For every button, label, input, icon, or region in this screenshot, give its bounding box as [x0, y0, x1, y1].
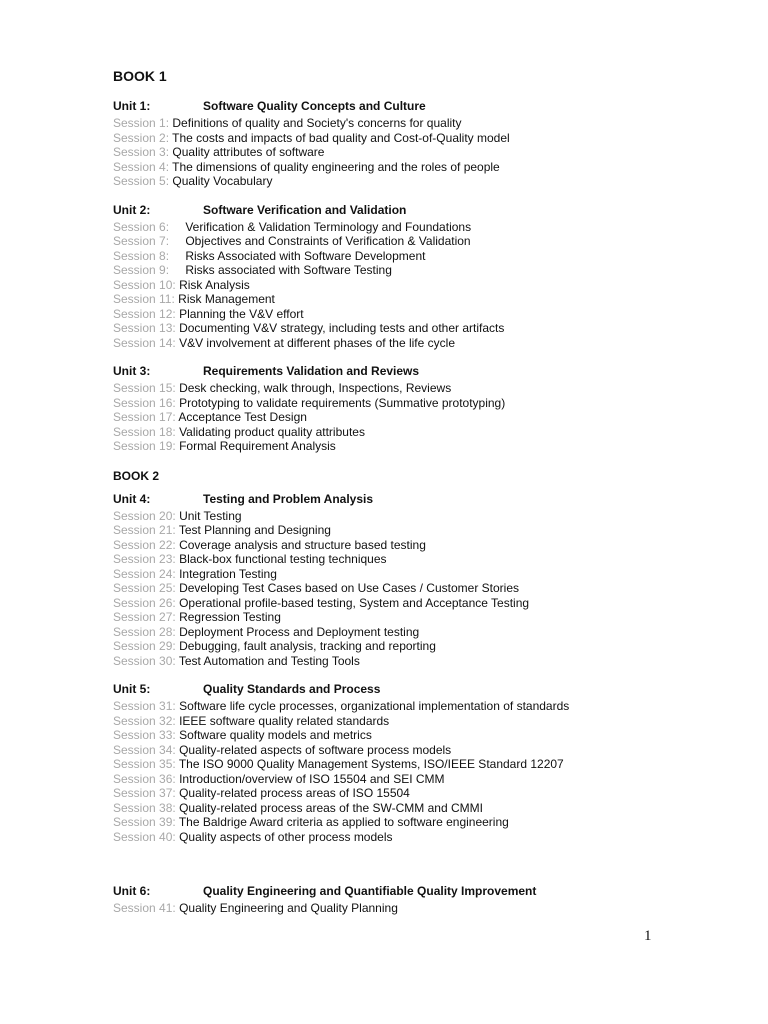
session-item [113, 131, 733, 146]
session-item [113, 321, 733, 336]
session-text: Test Planning and Designing [178, 523, 331, 537]
session-text: Quality Vocabulary [172, 174, 273, 188]
session-text: Risks associated with Software Testing [185, 263, 392, 277]
unit-label: Unit 4: [113, 491, 151, 506]
session-item [113, 439, 733, 454]
unit-heading [113, 364, 733, 379]
session-text: Integration Testing [179, 566, 277, 581]
session-label: Session 38: [113, 800, 176, 815]
session-text: Desk checking, walk through, Inspections, Reviews [179, 381, 452, 395]
session-label: Session 26: [113, 595, 176, 610]
session-label: Session 14: [113, 335, 176, 350]
session-label: Session 40: [113, 829, 176, 844]
session-item [113, 801, 733, 816]
session-label: Session 15: [113, 381, 176, 395]
unit-heading [113, 203, 733, 218]
session-text: Risk Analysis [179, 277, 250, 292]
session-text: V&V involvement at different phases of the life cycle [179, 335, 455, 350]
session-label: Session 41: [113, 901, 176, 915]
session-text: Regression Testing [179, 610, 281, 624]
session-text: Deployment Process and Deployment testing [179, 624, 420, 639]
unit-title: Requirements Validation and Reviews [203, 364, 420, 378]
session-text: The ISO 9000 Quality Management Systems, ISO/IEEE Standard 12207 [178, 757, 564, 771]
session-text: Debugging, fault analysis, tracking and reporting [179, 639, 436, 653]
session-label: Session 32: [113, 713, 176, 728]
session-label: Session 4: [113, 159, 170, 174]
book1-title: BOOK 1 [113, 68, 167, 84]
book2-title: BOOK 2 [113, 468, 160, 483]
session-label: Session 35: [113, 757, 176, 771]
session-item [113, 410, 733, 425]
session-item [113, 396, 733, 411]
unit-section [113, 364, 733, 454]
session-item [113, 654, 733, 669]
unit-title: Quality Standards and Process [203, 682, 381, 696]
session-text: The Baldrige Award criteria as applied to software engineering [178, 815, 509, 829]
session-label: Session 37: [113, 786, 176, 800]
session-item [113, 174, 733, 189]
session-label: Session 20: [113, 508, 176, 523]
session-label: Session 1: [113, 116, 170, 130]
session-text: Quality-related aspects of software process models [179, 742, 452, 757]
unit-section [113, 884, 733, 916]
session-item [113, 699, 733, 714]
session-item [113, 307, 733, 322]
session-label: Session 33: [113, 728, 176, 742]
session-label: Session 6: [113, 219, 170, 234]
session-item [113, 567, 733, 582]
unit-section [113, 492, 733, 669]
session-text: Quality-related process areas of ISO 15504 [179, 786, 410, 800]
unit-title: Software Quality Concepts and Culture [203, 99, 426, 113]
session-label: Session 13: [113, 321, 176, 335]
session-text: Objectives and Constraints of Verification & Validation [185, 234, 471, 248]
session-label: Session 11: [113, 292, 175, 306]
session-text: The costs and impacts of bad quality and Cost-of-Quality model [172, 130, 510, 145]
session-item [113, 234, 733, 249]
unit-title: Testing and Problem Analysis [203, 491, 374, 506]
session-text: Formal Requirement Analysis [179, 439, 336, 453]
session-item [113, 538, 733, 553]
session-text: Definitions of quality and Society's concerns for quality [172, 116, 462, 130]
session-text: Test Automation and Testing Tools [178, 653, 360, 668]
session-label: Session 34: [113, 742, 176, 757]
session-label: Session 25: [113, 581, 176, 595]
session-text: Software life cycle processes, organizational implementation of standards [179, 699, 570, 713]
document-page [113, 66, 733, 930]
session-item [113, 596, 733, 611]
session-item [113, 625, 733, 640]
session-label: Session 23: [113, 552, 176, 566]
session-item [113, 278, 733, 293]
unit-label: Unit 1: [113, 99, 151, 113]
session-text: Quality attributes of software [172, 145, 325, 159]
session-label: Session 24: [113, 566, 176, 581]
session-item [113, 581, 733, 596]
session-item [113, 292, 733, 307]
session-label: Session 5: [113, 174, 170, 188]
session-item [113, 901, 733, 916]
session-label: Session 10: [113, 277, 176, 292]
session-label: Session 31: [113, 699, 176, 713]
unit-heading [113, 884, 733, 899]
session-item [113, 610, 733, 625]
session-label: Session 30: [113, 653, 176, 668]
book2-units [113, 492, 733, 916]
session-item [113, 786, 733, 801]
unit-section [113, 203, 733, 351]
session-text: Quality Engineering and Quality Planning [179, 901, 398, 915]
session-label: Session 21: [113, 523, 176, 537]
session-label: Session 16: [113, 395, 176, 410]
session-text: Introduction/overview of ISO 15504 and SEI CMM [179, 771, 445, 786]
unit-label: Unit 6: [113, 884, 151, 898]
session-text: Documenting V&V strategy, including tests and other artifacts [179, 321, 505, 335]
session-label: Session 2: [113, 130, 170, 145]
session-item [113, 381, 733, 396]
session-label: Session 9: [113, 263, 170, 277]
session-text: Developing Test Cases based on Use Cases / Customer Stories [179, 581, 520, 595]
session-label: Session 8: [113, 248, 170, 263]
unit-title: Software Verification and Validation [203, 202, 407, 217]
session-text: Risks Associated with Software Development [185, 248, 426, 263]
session-item [113, 263, 733, 278]
session-text: Prototyping to validate requirements (Summative prototyping) [179, 395, 506, 410]
session-label: Session 18: [113, 424, 176, 439]
session-item [113, 160, 733, 175]
session-item [113, 772, 733, 787]
unit-title: Quality Engineering and Quantifiable Quality Improvement [203, 884, 537, 898]
session-text: Operational profile-based testing, System and Acceptance Testing [179, 595, 530, 610]
session-text: Unit Testing [179, 508, 242, 523]
session-text: IEEE software quality related standards [179, 713, 390, 728]
session-item [113, 757, 733, 772]
session-item [113, 714, 733, 729]
session-item [113, 249, 733, 264]
session-label: Session 3: [113, 145, 170, 159]
session-label: Session 27: [113, 610, 176, 624]
session-item [113, 425, 733, 440]
session-item [113, 830, 733, 845]
section-spacer [113, 858, 733, 884]
unit-section [113, 682, 733, 844]
session-item [113, 336, 733, 351]
session-label: Session 29: [113, 639, 176, 653]
session-text: Risk Management [178, 292, 275, 306]
session-item [113, 220, 733, 235]
session-label: Session 19: [113, 439, 176, 453]
session-text: Acceptance Test Design [178, 410, 307, 424]
session-text: Planning the V&V effort [179, 306, 304, 321]
session-text: Quality aspects of other process models [179, 829, 393, 844]
book1-units [113, 99, 733, 454]
session-text: Verification & Validation Terminology and Foundations [185, 219, 472, 234]
session-text: The dimensions of quality engineering and the roles of people [172, 159, 500, 174]
session-label: Session 28: [113, 624, 176, 639]
session-item [113, 509, 733, 524]
session-item [113, 145, 733, 160]
session-label: Session 7: [113, 234, 170, 248]
session-label: Session 36: [113, 771, 176, 786]
session-text: Quality-related process areas of the SW-CMM and CMMI [179, 800, 483, 815]
session-label: Session 39: [113, 815, 176, 829]
session-item [113, 552, 733, 567]
unit-label: Unit 5: [113, 682, 151, 696]
session-item [113, 639, 733, 654]
session-text: Coverage analysis and structure based testing [179, 537, 426, 552]
session-text: Software quality models and metrics [179, 728, 372, 742]
session-item [113, 743, 733, 758]
session-label: Session 12: [113, 306, 176, 321]
page-number: 1 [644, 928, 652, 944]
session-item [113, 815, 733, 830]
unit-heading [113, 682, 733, 697]
session-label: Session 22: [113, 537, 176, 552]
session-text: Black-box functional testing techniques [179, 552, 387, 566]
session-item [113, 728, 733, 743]
unit-label: Unit 3: [113, 364, 151, 378]
session-label: Session 17: [113, 410, 176, 424]
unit-heading [113, 492, 733, 507]
session-item [113, 523, 733, 538]
unit-heading [113, 99, 733, 114]
unit-label: Unit 2: [113, 202, 151, 217]
unit-section [113, 99, 733, 189]
session-text: Validating product quality attributes [179, 424, 365, 439]
session-item [113, 116, 733, 131]
